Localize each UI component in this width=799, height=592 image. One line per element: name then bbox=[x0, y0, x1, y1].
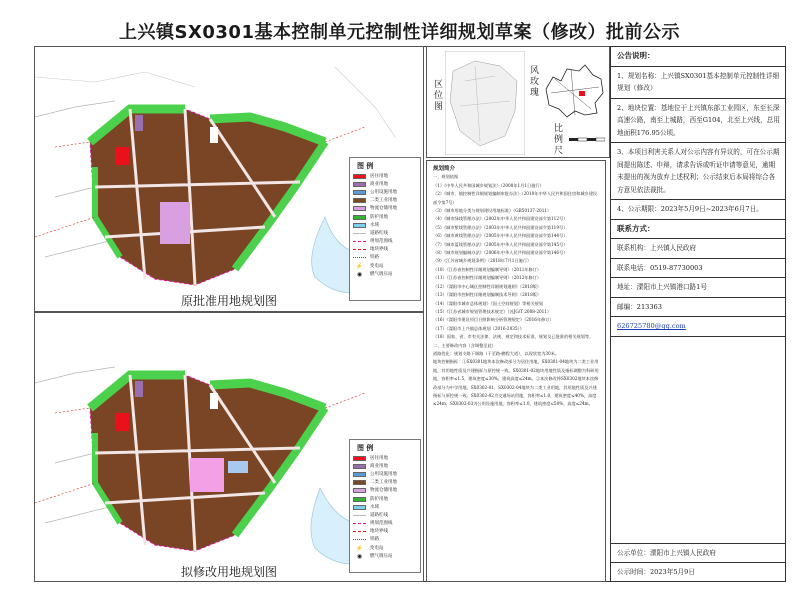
brief-heading: 一、规划依据 bbox=[433, 174, 459, 180]
brief-item: （9）《江苏省城乡规划条例》（2018年7月1日施行） bbox=[433, 258, 532, 264]
brief-item: （17）《溧阳市上兴镇总体规划（2016-2035）》 bbox=[433, 325, 524, 331]
legend-label: 规划范围线 bbox=[370, 239, 393, 245]
divider bbox=[611, 219, 786, 220]
wind-rose-label: 风玫瑰 bbox=[528, 65, 538, 98]
legend-item bbox=[353, 495, 417, 503]
line-swatch bbox=[353, 531, 366, 532]
legend-label: 铁路 bbox=[370, 537, 379, 543]
swatch bbox=[353, 198, 366, 203]
legend-item bbox=[353, 528, 417, 536]
legend-label: 水域 bbox=[370, 504, 379, 510]
brief-paragraph: 地块控制指标：①SX0301地块本次修改部分为居住用地，SX0301-04地块为二类工业用地，其用地性质及兴建指标与原控规一致。SX0301-02地块用地性质及指标调整为科研用地，容积率≤1.5，建筑密度≤30%，建筑高度≤24m。②本次修改将SX0302地块本次修改部分为中学用地，SX0302-01、SX0302-04地块为二类工业用地，其用地性质及兴建指标与原控规一致。SX0302-02为交通场站用地，容积率≤1.0，建筑密度≤40%，高度≤24m；SX0302-03为公用设施用地，容积率≤1.0，建筑密度≤50%，高度≤24m。 bbox=[433, 359, 599, 407]
swatch bbox=[353, 190, 366, 195]
brief-item: （14）《溧阳市城市总体规划》《国土空间规划》等相关规划 bbox=[433, 300, 544, 306]
legend-label: 商业用地 bbox=[370, 181, 388, 187]
brief-item: （11）《江苏省控制性详细规划编制导则》（2012年修订） bbox=[433, 275, 542, 281]
line-swatch bbox=[353, 249, 366, 250]
legend-label: 道路红线 bbox=[370, 230, 388, 236]
legend-title: 图 例 bbox=[357, 443, 374, 452]
legend-label: 变电站 bbox=[370, 545, 384, 551]
legend-label: 变电站 bbox=[370, 263, 384, 269]
gas-icon: ◉ bbox=[356, 270, 363, 278]
swatch bbox=[353, 497, 366, 502]
legend-label: 商业用地 bbox=[370, 463, 388, 469]
line-swatch bbox=[353, 233, 366, 234]
contact-title: 联系方式： bbox=[617, 223, 655, 233]
notice-blank-area bbox=[617, 340, 780, 540]
divider bbox=[611, 543, 786, 544]
brief-item: （3）《城市用地分类与规划建设用地标准》（GB50137-2011） bbox=[433, 208, 552, 214]
legend-label: 水域 bbox=[370, 222, 379, 228]
swatch bbox=[353, 464, 366, 469]
legend-item bbox=[353, 270, 417, 278]
legend-label: 公用设施用地 bbox=[370, 189, 397, 195]
page-title: 上兴镇SX0301基本控制单元控制性详细规划草案（修改）批前公示 bbox=[119, 22, 680, 43]
brief-item: （18）国家、省、市有关法律、法规、规定和技术标准，规划及已批准的相关规划等。 bbox=[433, 334, 594, 340]
scale-label: 比例尺 bbox=[552, 123, 562, 156]
divider bbox=[611, 316, 786, 317]
scale-bar bbox=[569, 135, 605, 145]
divider bbox=[611, 562, 786, 563]
legend-item bbox=[353, 552, 417, 560]
legend-label: 燃气调压站 bbox=[370, 271, 393, 277]
legend-label: 防护用地 bbox=[370, 496, 388, 502]
brief-item: （6）《城市黄线管理办法》（2005年中华人民共和国建设部令第144号） bbox=[433, 233, 568, 239]
brief-item: （15）《江苏省城市规划管理技术规定》（苏JG/T 2008-2011） bbox=[433, 308, 552, 314]
legend-item bbox=[353, 246, 417, 254]
legend-label: 公用设施用地 bbox=[370, 471, 397, 477]
legend-label: 铁路 bbox=[370, 255, 379, 261]
divider bbox=[611, 258, 786, 259]
notice-section-title: 公告说明： bbox=[617, 51, 655, 60]
legend-label: 二类工业用地 bbox=[370, 198, 397, 204]
legend-label: 物流仓储用地 bbox=[370, 488, 397, 494]
swatch bbox=[353, 472, 366, 477]
swatch bbox=[353, 174, 366, 179]
swatch bbox=[353, 456, 366, 461]
notice-item: 2、地块位置：基地位于上兴镇东部工业园区，东至长深高速公路，南至上城路，西至G104，北至上兴线，总用地面积176.95公顷。 bbox=[617, 103, 780, 137]
divider bbox=[611, 277, 786, 278]
legend-label: 居住用地 bbox=[370, 455, 388, 461]
brief-item: （1）《中华人民共和国城乡规划法》（2008年1月1日施行） bbox=[433, 182, 544, 188]
legend-label: 燃气调压站 bbox=[370, 553, 393, 559]
contact-email-link[interactable]: 626725780@qq.com bbox=[617, 322, 686, 330]
location-map bbox=[445, 51, 525, 155]
legend-item bbox=[353, 213, 417, 221]
legend-label: 物流仓储用地 bbox=[370, 206, 397, 212]
location-label: 区位图 bbox=[432, 79, 442, 112]
swatch bbox=[353, 182, 366, 187]
notice-item: 3、本项目利害关系人对公示内容有异议的，可在公示期间提出陈述、申辩，请求告诉或听证申请等意见，逾期未提出的视为放弃上述权利；公示结束后本局将综合各方意见依法裁批。 bbox=[617, 148, 780, 194]
notice-item: 4、公示期限：2023年5月9日~2023年6月7日。 bbox=[617, 205, 763, 213]
swatch bbox=[353, 488, 366, 493]
divider bbox=[611, 98, 786, 99]
divider bbox=[611, 238, 786, 239]
divider bbox=[611, 66, 786, 67]
publisher: 公示单位：溧阳市上兴镇人民政府 bbox=[617, 548, 716, 557]
brief-title: 规划简介 bbox=[433, 166, 456, 172]
divider bbox=[611, 199, 786, 200]
legend-label: 规划范围线 bbox=[370, 521, 393, 527]
top-map-caption: 原批准用地规划图 bbox=[180, 294, 277, 308]
brief-item: （4）《城市绿线管理办法》（2002年中华人民共和国建设部令第112号） bbox=[433, 216, 568, 222]
line-swatch bbox=[353, 515, 366, 516]
legend-label: 道路红线 bbox=[370, 512, 388, 518]
bottom-legend bbox=[349, 439, 421, 573]
brief-item: （8）《城市规划编制办法》（2006年中华人民共和国建设部令第146号） bbox=[433, 250, 568, 256]
bolt-icon: ⚡ bbox=[355, 544, 364, 552]
legend-label: 居住用地 bbox=[370, 173, 388, 179]
brief-item: （16）《溧阳市建设项目日照影响分析管理规定》（2016年修订） bbox=[433, 317, 554, 323]
divider bbox=[611, 142, 786, 143]
swatch bbox=[353, 206, 366, 211]
contact-phone: 联系电话：0519-87730003 bbox=[617, 263, 703, 272]
contact-zip: 邮编：213363 bbox=[617, 302, 662, 311]
line-swatch bbox=[353, 257, 366, 258]
notice-item: 1、规划名称：上兴镇SX0301基本控制单元控制性详细规划（修改） bbox=[617, 71, 780, 92]
line-swatch bbox=[353, 241, 366, 242]
legend-label: 防护用地 bbox=[370, 214, 388, 220]
divider bbox=[611, 336, 786, 337]
swatch bbox=[353, 215, 366, 220]
notice-date: 公示时间：2023年5月9日 bbox=[617, 568, 695, 576]
brief-item: （13）《溧阳市控制性详细规划编制技术导则》（2018版） bbox=[433, 292, 542, 298]
top-legend bbox=[349, 157, 421, 301]
brief-item: （12）《溧阳市中心城区控制性详细规划通则》（2018版） bbox=[433, 283, 542, 289]
planning-brief bbox=[426, 160, 606, 582]
line-swatch bbox=[353, 523, 366, 524]
swatch bbox=[353, 223, 366, 228]
legend-title: 图 例 bbox=[357, 161, 374, 170]
contact-address: 地址：溧阳市上兴镇港口路1号 bbox=[617, 283, 707, 291]
brief-paragraph: 道路优化：规划支路下调路（于至路-鹏程大道），以现状宽为30米。 bbox=[433, 350, 560, 356]
legend-label: 地块界线 bbox=[370, 529, 388, 535]
swatch bbox=[353, 480, 366, 485]
region-map bbox=[541, 59, 607, 121]
brief-item: （7）《城市蓝线管理办法》（2005年中华人民共和国建设部令第145号） bbox=[433, 241, 568, 247]
swatch bbox=[353, 505, 366, 510]
legend-label: 地块界线 bbox=[370, 247, 388, 253]
line-swatch bbox=[353, 539, 366, 540]
notice-panel bbox=[610, 46, 786, 582]
brief-item: （5）《城市紫线管理办法》（2003年中华人民共和国建设部令第119号） bbox=[433, 224, 568, 230]
brief-item: （10）《江苏省控制性详细规划编制导则》（2011年修订） bbox=[433, 266, 542, 272]
gas-icon: ◉ bbox=[356, 552, 363, 560]
brief-item: （2）《城市、镇控制性详细规划编制审批办法》（2010年中华人民共和国住房和城乡建设部令第7号） bbox=[433, 191, 598, 205]
contact-org: 联系机构：上兴镇人民政府 bbox=[617, 244, 697, 252]
bottom-map-caption: 拟修改用地规划图 bbox=[180, 565, 277, 579]
divider bbox=[611, 297, 786, 298]
modified-land-use-map bbox=[34, 312, 424, 582]
legend-label: 二类工业用地 bbox=[370, 480, 397, 486]
original-land-use-map bbox=[34, 46, 424, 312]
location-panel bbox=[426, 46, 610, 158]
bolt-icon: ⚡ bbox=[355, 262, 364, 270]
brief-heading: 二、主要修改内容（含调整至此） bbox=[433, 342, 496, 348]
